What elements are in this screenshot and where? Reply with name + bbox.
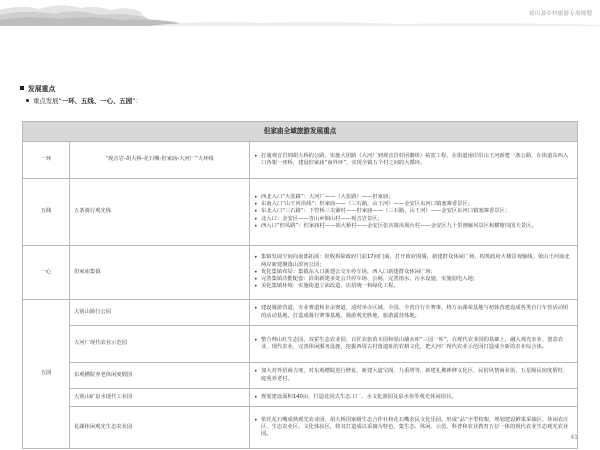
item-cell: 花湖休闲观光生态农业园: [70, 407, 250, 449]
table-title-row: [23, 122, 578, 142]
table-row: [23, 179, 578, 246]
category-cell: 一心: [23, 246, 70, 300]
category-cell: 五园: [23, 300, 70, 449]
description-cell: [250, 300, 578, 326]
item-cell: 大别山矿泉水现代工业园: [70, 389, 250, 407]
description-cell: [250, 363, 578, 389]
table-row: [23, 142, 578, 179]
list-item: • 规划建设面积140亩，打造花园式生态工厂、水文化游园及泉水鱼等观光休闲项目。: [254, 394, 573, 401]
list-item: • 西入口“但凤路”：但家庙村——胡大桥村——金安区张店镇凤凰台村——金安区九十里画廊风景区和横塘岗国天景区。: [254, 223, 573, 230]
description-cell: [250, 326, 578, 363]
header-landscape-banner: [0, 0, 600, 26]
dot-bullet-icon: [26, 99, 29, 102]
category-cell: 五线: [23, 179, 70, 246]
list-item: • 完善集镇功能配套：沿街新建多处公共停车场、公厕，完善雨水、污水设施，实施弱电入地；: [254, 276, 573, 283]
subheading-prefix: 重点发展“: [33, 97, 62, 105]
description-cell: [250, 407, 578, 449]
list-item: • 美化集镇环境：实施街道立面改造、店招统一和绿化工程。: [254, 283, 573, 290]
description-cell: [250, 246, 578, 300]
description-cell: [250, 179, 578, 246]
list-item: • 建设骑游营道、专业赛道和业余赛道，适时举办区域、全国、全省自行车赛事，将万亩湖荣基地与初体营建设成各类自行车营活动团的活动基地，打造成骑行赛事基地、骑游观光胜地、旅游露营体地。: [254, 305, 573, 319]
development-plan-table: [22, 121, 578, 449]
section-heading: [20, 83, 55, 93]
list-item: • 加大对外招商力度，对东观槽院进行修复，新建大道宝阁、九重塔等，新建礼佛禅修文化区、民俗风情商业街、五星级民宿度假村、庭苑养老村。: [254, 368, 573, 382]
description-cell: [250, 142, 578, 179]
item-cell: 但家庙集镇: [70, 246, 250, 300]
table-title: 但家庙全域旅游发展重点: [23, 122, 578, 142]
item-cell: 大河厂现代农业示范园: [70, 326, 250, 363]
table-row: [23, 407, 578, 449]
description-cell: [250, 389, 578, 407]
list-item: • 北入口：金安区——青山乡铜山村——观音岩景区；: [254, 216, 573, 223]
page-number: 41: [570, 434, 578, 441]
list-item: • 打通观音岩到胡大桥的公路，实施大团路（大河厂到观音岩村团徽组）拓宽工程，在街道南岸沿山王河新建一条公路，在街道东西入口各架一座桥，建设但家庙“南外环”，实现全镇五个村之间的大循环。: [254, 153, 573, 167]
document-title: 霍山县乡村旅游专项规划: [529, 11, 592, 17]
category-cell: 一环: [23, 142, 70, 179]
section-subheading: [26, 96, 142, 105]
list-item: • 西北入口“大张路”：大河厂——（大张路）——但家庙；: [254, 194, 573, 201]
mountain-illustration: [0, 0, 600, 26]
list-item: • 集镇发展空间向南部拓展：征收拆除政府门前17间门面，打开政府围墙，新建群众休闲广场，构筑政府大楼景观轴线，依山王河南北两岸新建聚落山滨河公园；: [254, 254, 573, 268]
square-bullet-icon: [20, 86, 24, 90]
item-cell: “观音岩-胡大桥-花石嘴-但家庙-大河厂”大环线: [70, 142, 250, 179]
list-item: • 依托花石嘴成熟观光农业园、胡大桥国家级生态合作社和花石嘴农民文化乐园，形成“品”字型构架，规划建设鲜果采摘区、休闲农庄区、生态农业区、文化体验区，将其打造成以采摘为特色、集生态、休闲、示范、科普和农业教育五位一体的现代农业生态观光农业园。: [254, 417, 573, 439]
list-item: • 优化集镇布局：集镇东入口新建公交车停车场，西入口新建群众休闲广场；: [254, 269, 573, 276]
subheading-suffix: ”：: [132, 97, 142, 105]
item-cell: 五条骑行观光线: [70, 179, 250, 246]
list-item: • 整合帅山红生态园、双霍生态农业园、百匠农旅苗木园和渠山墙水库“三园一库”，在现代农业园的基础上，融入观光农业、创意农业，现代农业，完善休闲服务设施，挖掘西周古村落遗址的农耕文化，把大河厂现代农业示范园打造成全新的农业综合体。: [254, 337, 573, 351]
table-row: [23, 363, 578, 389]
item-cell: 东观槽院养老休闲度假园: [70, 363, 250, 389]
table-row: [23, 300, 578, 326]
list-item: • 东北入口“三石路”：下符桥三尖铺村——但家庙——（三石路，山王河）——金安区东河口镇塞寨香景区；: [254, 208, 573, 215]
subheading-emphasis: 一环、五线、一心、五园: [61, 97, 133, 105]
table-row: [23, 246, 578, 300]
table-row: [23, 326, 578, 363]
table-row: [23, 389, 578, 407]
section-heading-text: 发展重点: [28, 85, 56, 93]
list-item: • 东南入口“山王河沿线”：但家庙——（三石路，山王河）——金安区东河口镇塞寨香景区；: [254, 201, 573, 208]
item-cell: 大别山骑行公园: [70, 300, 250, 326]
